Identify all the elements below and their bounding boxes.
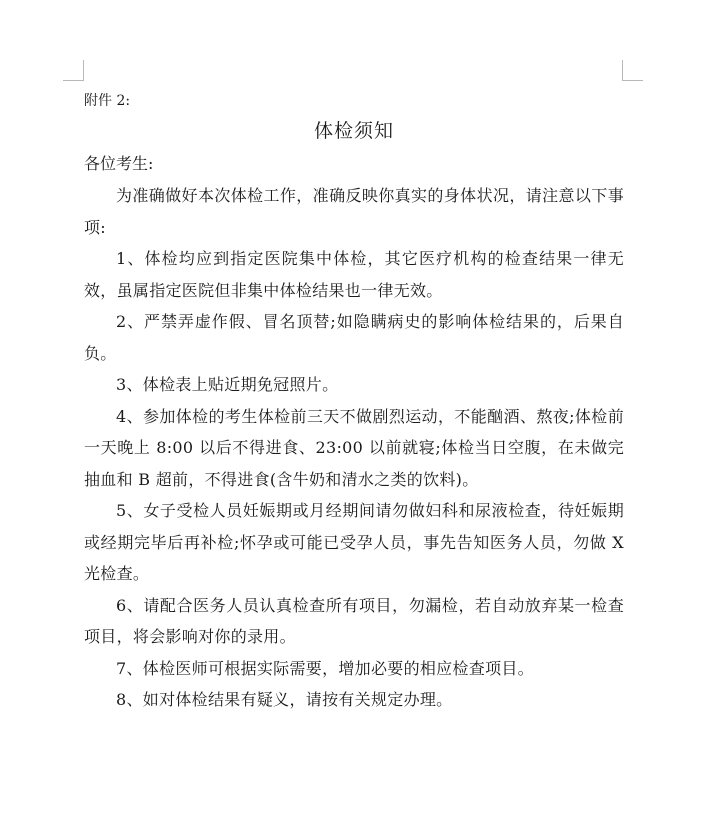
notice-item-4: 4、参加体检的考生体检前三天不做剧烈运动，不能酗酒、熬夜;体检前一天晚上 8:00 以后不得进食、23:00 以前就寝;体检当日空腹，在未做完抽血和 B 超前，不得进食(含牛奶和清水之类的饮料)。 [84, 406, 624, 489]
notice-item-2: 2、严禁弄虚作假、冒名顶替;如隐瞒病史的影响体检结果的，后果自负。 [84, 312, 624, 363]
margin-corner-mark-top-left [63, 60, 84, 81]
notice-item-7: 7、体检医师可根据实际需要，增加必要的相应检查项目。 [116, 658, 534, 678]
greeting: 各位考生: [84, 154, 154, 173]
document-title: 体检须知 [313, 120, 394, 142]
intro-paragraph: 为准确做好本次体检工作，准确反映你真实的身体状况，请注意以下事项: [84, 186, 624, 237]
notice-item-5: 5、女子受检人员妊娠期或月经期间请勿做妇科和尿液检查，待妊娠期或经期完毕后再补检;怀孕或可能已受孕人员，事先告知医务人员，勿做 X 光检查。 [84, 501, 624, 583]
document-body [84, 88, 624, 716]
notice-item-6: 6、请配合医务人员认真检查所有项目，勿漏检，若自动放弃某一检查项目，将会影响对你的录用。 [84, 595, 624, 646]
attachment-label: 附件 2: [84, 93, 131, 109]
notice-item-3: 3、体检表上贴近期免冠照片。 [116, 375, 339, 394]
notice-item-8: 8、如对体检结果有疑义，请按有关规定办理。 [116, 690, 453, 709]
notice-item-1: 1、体检均应到指定医院集中体检，其它医疗机构的检查结果一律无效，虽属指定医院但非集中体检结果也一律无效。 [84, 249, 624, 300]
margin-corner-mark-top-right [622, 60, 643, 81]
